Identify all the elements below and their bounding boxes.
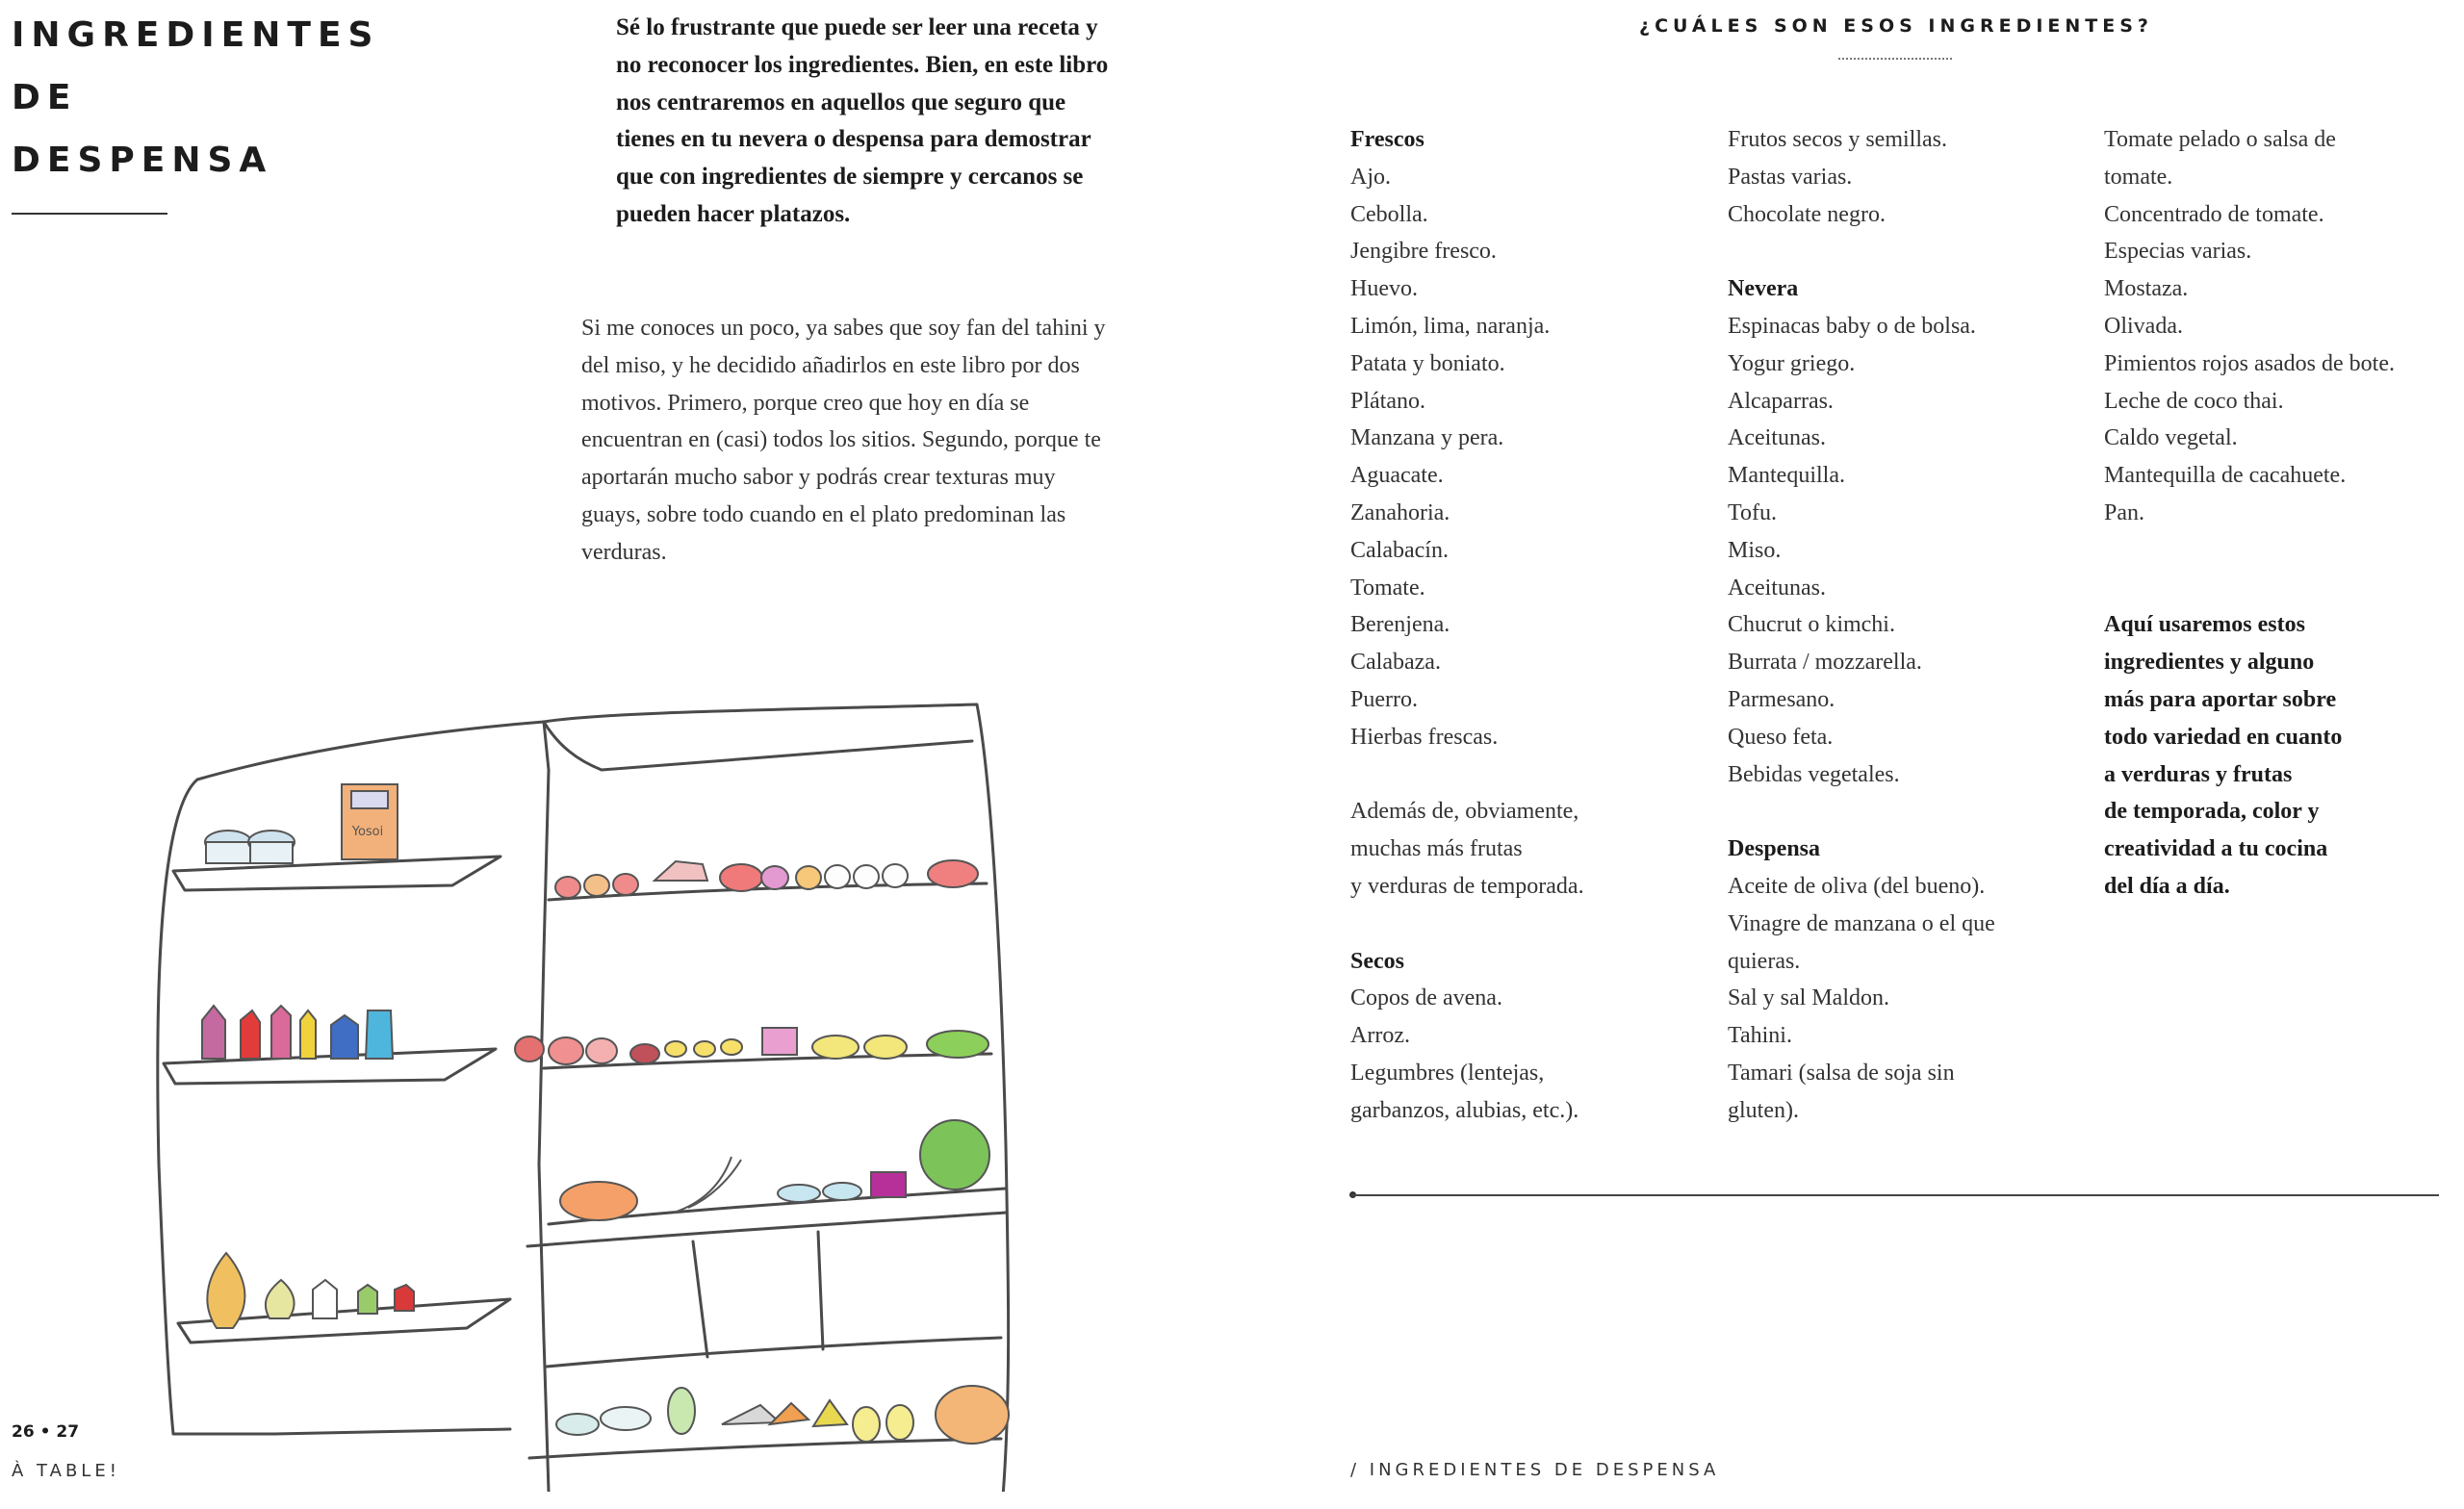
ingredient-item: Queso feta. xyxy=(1728,724,1834,750)
ingredient-item: Jengibre fresco. xyxy=(1350,239,1497,265)
ingredient-item: Tomate. xyxy=(1350,575,1425,601)
ingredient-item: Miso. xyxy=(1728,537,1782,563)
ingredient-item: Concentrado de tomate. xyxy=(2104,201,2324,227)
closing-note xyxy=(2104,606,2460,905)
despensa-list xyxy=(1728,868,2093,1130)
ingredient-item: Plátano. xyxy=(1350,388,1425,414)
ingredient-item: Olivada. xyxy=(2104,313,2183,339)
ingredient-item: Pastas varias. xyxy=(1728,164,1853,190)
ingredient-item: Calabacín. xyxy=(1350,537,1449,563)
ingredient-item: Vinagre de manzana o el que xyxy=(1728,910,1995,936)
ingredient-item: Mostaza. xyxy=(2104,276,2189,302)
nevera-list xyxy=(1728,308,2093,793)
ingredient-item: Espinacas baby o de bolsa. xyxy=(1728,313,1976,339)
ingredient-item: Caldo vegetal. xyxy=(2104,425,2238,451)
ingredient-item: Limón, lima, naranja. xyxy=(1350,313,1551,339)
category-heading-nevera: Nevera xyxy=(1728,276,1799,302)
ingredient-item: Chocolate negro. xyxy=(1728,201,1886,227)
ingredient-item: Tahini. xyxy=(1728,1023,1792,1049)
ingredients-column-3 xyxy=(2104,121,2460,906)
closing-line: más para aportar sobre xyxy=(2104,686,2337,712)
ingredient-item: Mantequilla. xyxy=(1728,463,1845,489)
ingredient-item: Calabaza. xyxy=(1350,650,1441,676)
right-body-outline xyxy=(544,704,1009,1492)
category-heading-despensa: Despensa xyxy=(1728,836,1821,862)
ingredient-item: Pimientos rojos asados de bote. xyxy=(2104,350,2395,376)
secos-list xyxy=(1350,980,1716,1129)
frescos-list xyxy=(1350,159,1716,756)
carton-label: Yosoi xyxy=(351,825,384,839)
title-divider xyxy=(12,213,167,215)
note-line: muchas más frutas xyxy=(1350,836,1523,862)
chapter-title-line: INGREDIENTES xyxy=(12,15,380,55)
section-heading: ¿CUÁLES SON ESOS INGREDIENTES? xyxy=(1639,15,2153,37)
fridge-illustration xyxy=(106,664,1107,1492)
closing-line: todo variedad en cuanto xyxy=(2104,724,2343,750)
ingredient-item: Aceitunas. xyxy=(1728,425,1826,451)
pantry-list xyxy=(2104,121,2460,532)
ingredient-item: quieras. xyxy=(1728,948,1801,974)
ingredient-item: Cebolla. xyxy=(1350,201,1428,227)
ingredient-item: Zanahoria. xyxy=(1350,499,1450,525)
ingredient-item: Arroz. xyxy=(1350,1023,1410,1049)
ingredient-item: Sal y sal Maldon. xyxy=(1728,985,1889,1011)
ingredient-item: Alcaparras. xyxy=(1728,388,1834,414)
ingredient-item: Especias varias. xyxy=(2104,239,2252,265)
door-hinge-line xyxy=(539,722,549,1492)
ingredient-item: Chucrut o kimchi. xyxy=(1728,612,1895,638)
closing-line: creatividad a tu cocina xyxy=(2104,836,2328,862)
ingredient-item: Tamari (salsa de soja sin xyxy=(1728,1060,1955,1086)
ingredient-item: Aceitunas. xyxy=(1728,575,1826,601)
body-paragraph: Si me conoces un poco, ya sabes que soy fan del tahini y del miso, y he decidido añadirlos en este libro por dos motivos. Primero, porque creo que hoy en día se encuentran en (casi) todos los sitios. Segundo, porque te aportarán mucho sabor y podrás crear texturas muy guays, sobre todo cuando en el plato predominan las verduras. xyxy=(581,316,1106,565)
ingredient-item: Manzana y pera. xyxy=(1350,425,1504,451)
category-heading-secos: Secos xyxy=(1350,948,1404,974)
ingredient-item: garbanzos, alubias, etc.). xyxy=(1350,1097,1579,1123)
bottom-edge xyxy=(529,1439,1001,1458)
crisper-divider-2 xyxy=(818,1232,823,1349)
ingredient-item: gluten). xyxy=(1728,1097,1799,1123)
ingredient-item: Burrata / mozzarella. xyxy=(1728,650,1922,676)
chapter-title-line: DE xyxy=(12,78,78,117)
ingredient-item: Aceite de oliva (del bueno). xyxy=(1728,873,1986,899)
closing-line: del día a día. xyxy=(2104,873,2230,899)
ingredient-item: Aguacate. xyxy=(1350,463,1444,489)
ingredient-item: Patata y boniato. xyxy=(1350,350,1505,376)
ingredient-item: Yogur griego. xyxy=(1728,350,1856,376)
bottom-divider xyxy=(1351,1194,2439,1196)
ingredient-item: Leche de coco thai. xyxy=(2104,388,2284,414)
category-heading-frescos: Frescos xyxy=(1350,127,1424,152)
ingredient-item: Tofu. xyxy=(1728,499,1777,525)
closing-line: de temporada, color y xyxy=(2104,799,2320,825)
closing-line: ingredientes y alguno xyxy=(2104,650,2315,676)
ingredient-item: Copos de avena. xyxy=(1350,985,1502,1011)
closing-line: a verduras y frutas xyxy=(2104,761,2293,787)
ingredient-item: Ajo. xyxy=(1350,164,1391,190)
dry-goods-list xyxy=(1728,121,2093,233)
ingredient-item: Legumbres (lentejas, xyxy=(1350,1060,1545,1086)
ingredient-item: Bebidas vegetales. xyxy=(1728,761,1900,787)
heading-divider xyxy=(1838,58,1952,60)
running-footer: / INGREDIENTES DE DESPENSA xyxy=(1350,1460,1720,1480)
ingredient-item: tomate. xyxy=(2104,164,2173,190)
book-title: À TABLE! xyxy=(12,1461,120,1481)
frescos-note xyxy=(1350,793,1716,905)
ingredient-item: Berenjena. xyxy=(1350,612,1450,638)
chapter-title-line: DESPENSA xyxy=(12,141,273,180)
ingredient-item: Pan. xyxy=(2104,499,2144,525)
ingredient-item: Mantequilla de cacahuete. xyxy=(2104,463,2347,489)
page-numbers: 26 • 27 xyxy=(12,1422,80,1442)
ingredient-item: Hierbas frescas. xyxy=(1350,724,1499,750)
intro-paragraph: Sé lo frustrante que puede ser leer una receta y no reconocer los ingredientes. Bien, en este libro nos centraremos en aquellos que seguro que tienes en tu nevera o despensa para demostrar que con ingredientes de siempre y cercanos se pueden hacer platazos. xyxy=(616,14,1109,227)
ingredients-column-1 xyxy=(1350,121,1716,1130)
closing-line: Aquí usaremos estos xyxy=(2104,612,2305,638)
crisper-top xyxy=(547,1338,1001,1367)
ingredients-column-2 xyxy=(1728,121,2093,1130)
note-line: Además de, obviamente, xyxy=(1350,799,1579,825)
crisper-divider-1 xyxy=(693,1241,707,1357)
ingredient-item: Huevo. xyxy=(1350,276,1418,302)
chapter-title xyxy=(12,4,380,192)
ingredient-item: Puerro. xyxy=(1350,686,1418,712)
top-edge xyxy=(544,722,972,770)
note-line: y verduras de temporada. xyxy=(1350,873,1584,899)
ingredient-item: Frutos secos y semillas. xyxy=(1728,127,1947,152)
ingredient-item: Tomate pelado o salsa de xyxy=(2104,127,2336,152)
ingredient-item: Parmesano. xyxy=(1728,686,1835,712)
